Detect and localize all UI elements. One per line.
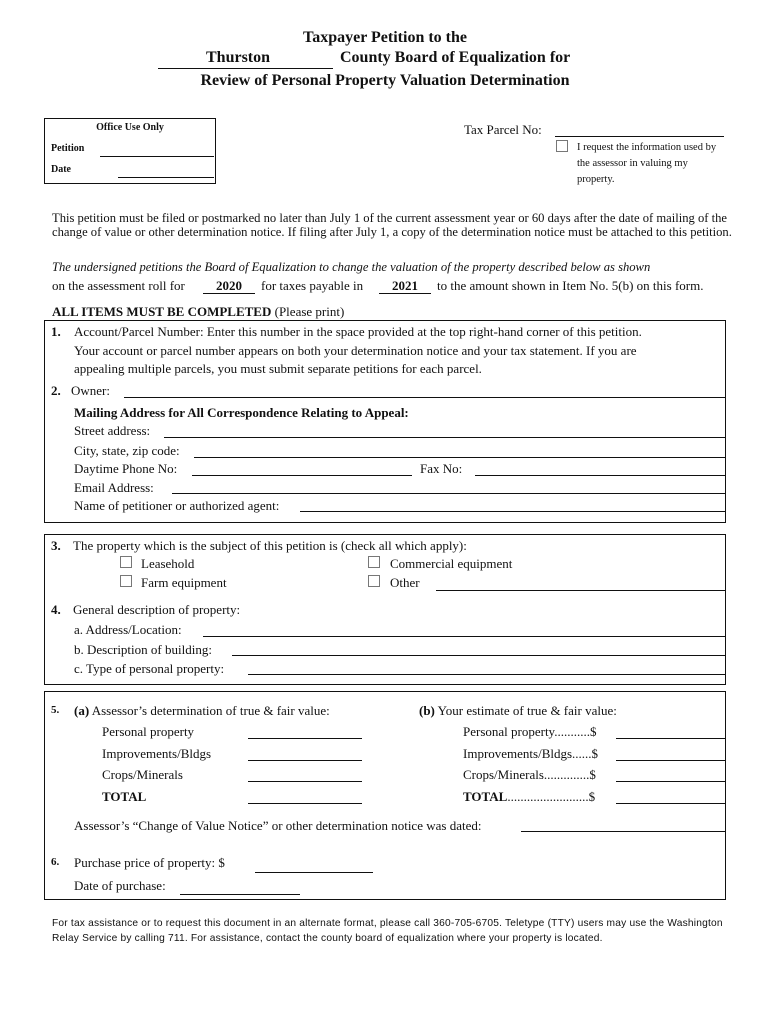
assessor-improvements-field[interactable] — [248, 760, 362, 761]
fax-field[interactable] — [475, 475, 725, 476]
office-date-line[interactable] — [118, 177, 214, 178]
fax-label: Fax No: — [420, 461, 463, 476]
estimate-heading — [419, 703, 617, 718]
other-field[interactable] — [436, 590, 725, 591]
item4-text: General description of property: — [73, 602, 241, 617]
notice-date-field[interactable] — [521, 831, 725, 832]
county-underline — [158, 68, 333, 69]
purchase-date-label: Date of purchase: — [74, 878, 166, 893]
assessor-personal-property-field[interactable] — [248, 738, 362, 739]
estimate-crops-label: Crops/Minerals..............$ — [463, 767, 596, 782]
address-location-field[interactable] — [203, 636, 725, 637]
roll-suffix: to the amount shown in Item No. 5(b) on this form. — [437, 278, 704, 293]
city-label: City, state, zip code: — [74, 443, 180, 458]
purchase-price-label: Purchase price of property: $ — [74, 855, 225, 870]
tax-parcel-field[interactable] — [555, 136, 724, 137]
payable-year[interactable]: 2021 — [392, 278, 418, 293]
estimate-prefix: (b) — [419, 703, 435, 718]
leasehold-label: Leasehold — [141, 556, 195, 571]
estimate-crops-field[interactable] — [616, 781, 725, 782]
other-label: Other — [390, 575, 420, 590]
estimate-total-dots: .........................$ — [507, 789, 596, 804]
assessor-heading — [74, 703, 330, 718]
assessor-prefix: (a) — [74, 703, 90, 718]
commercial-equipment-checkbox[interactable] — [368, 556, 380, 568]
petitioner-label: Name of petitioner or authorized agent: — [74, 498, 280, 513]
office-petition-label: Petition — [51, 143, 85, 154]
assessor-crops-field[interactable] — [248, 781, 362, 782]
intro-paragraph: This petition must be filed or postmarked no later than July 1 of the current assessment year or 60 days after the date of mailing of the change of value or other determination notice. If filing after July 1, a copy of the determination notice must be attached to this petition. — [52, 211, 732, 239]
item3-number: 3. — [51, 538, 61, 553]
item5-number: 5. — [51, 704, 60, 716]
street-field[interactable] — [164, 437, 725, 438]
roll-prefix: on the assessment roll for — [52, 278, 185, 293]
assessor-improvements-label: Improvements/Bldgs — [102, 746, 212, 761]
all-items-heading — [52, 304, 344, 319]
estimate-improvements-label: Improvements/Bldgs......$ — [463, 746, 599, 761]
intro-italic-line: The undersigned petitions the Board of Equalization to change the valuation of the property described below as shown — [52, 260, 651, 274]
assessor-crops-label: Crops/Minerals — [102, 767, 183, 782]
payable-year-underline — [379, 293, 431, 294]
item1-line2: Your account or parcel number appears on both your determination notice and your tax statement. If you are — [74, 343, 637, 358]
building-description-field[interactable] — [232, 655, 725, 656]
item1-number: 1. — [51, 324, 61, 339]
petitioner-field[interactable] — [300, 511, 725, 512]
other-checkbox[interactable] — [368, 575, 380, 587]
commercial-equipment-label: Commercial equipment — [390, 556, 513, 571]
purchase-date-field[interactable] — [180, 894, 300, 895]
building-description-label: b. Description of building: — [74, 642, 212, 657]
county-name: Thurston — [206, 49, 271, 66]
personal-property-type-field[interactable] — [248, 674, 725, 675]
roll-year[interactable]: 2020 — [216, 278, 242, 293]
item4-number: 4. — [51, 602, 61, 617]
office-petition-line[interactable] — [100, 156, 214, 157]
phone-label: Daytime Phone No: — [74, 461, 178, 476]
form-title-line3: Review of Personal Property Valuation Determination — [200, 72, 570, 89]
estimate-improvements-field[interactable] — [616, 760, 725, 761]
office-use-title: Office Use Only — [96, 122, 164, 133]
assessor-total-label: TOTAL — [102, 789, 147, 804]
estimate-personal-property-label: Personal property...........$ — [463, 724, 597, 739]
estimate-total-field[interactable] — [616, 803, 725, 804]
email-label: Email Address: — [74, 480, 154, 495]
assessor-total-field[interactable] — [248, 803, 362, 804]
city-field[interactable] — [194, 457, 725, 458]
assessor-personal-property-label: Personal property — [102, 724, 195, 739]
estimate-heading-text: Your estimate of true & fair value: — [437, 703, 617, 718]
all-items-bold: ALL ITEMS MUST BE COMPLETED — [52, 304, 272, 319]
owner-field[interactable] — [124, 397, 725, 398]
request-info-text: I request the information used by the assessor in valuing my property. — [577, 142, 717, 185]
mailing-heading: Mailing Address for All Correspondence Relating to Appeal: — [74, 405, 409, 420]
estimate-personal-property-field[interactable] — [616, 738, 725, 739]
item1-line3: appealing multiple parcels, you must submit separate petitions for each parcel. — [74, 361, 482, 376]
office-date-label: Date — [51, 164, 71, 175]
email-field[interactable] — [172, 493, 725, 494]
item2-number: 2. — [51, 383, 61, 398]
form-title-line1: Taxpayer Petition to the — [303, 29, 467, 46]
address-location-label: a. Address/Location: — [74, 622, 182, 637]
personal-property-type-label: c. Type of personal property: — [74, 661, 225, 676]
footer-note: For tax assistance or to request this document in an alternate format, please call 360-705-6705. Teletype (TTY) users may use the Washington Relay Service by calling 711. For assistance, contact the county board of equalization where your property is located. — [52, 918, 723, 944]
street-label: Street address: — [74, 423, 151, 438]
farm-equipment-checkbox[interactable] — [120, 575, 132, 587]
leasehold-checkbox[interactable] — [120, 556, 132, 568]
estimate-total-label — [463, 789, 595, 804]
item1-line1: Account/Parcel Number: Enter this number in the space provided at the top right-hand corner of this petition. — [74, 324, 642, 339]
all-items-note: (Please print) — [274, 304, 345, 319]
notice-date-label: Assessor’s “Change of Value Notice” or other determination notice was dated: — [74, 818, 482, 833]
phone-field[interactable] — [192, 475, 412, 476]
assessor-heading-text: Assessor’s determination of true & fair value: — [91, 703, 330, 718]
item3-text: The property which is the subject of this petition is (check all which apply): — [73, 538, 467, 553]
form-title-line2: County Board of Equalization for — [340, 49, 571, 66]
farm-equipment-label: Farm equipment — [141, 575, 227, 590]
purchase-price-field[interactable] — [255, 872, 373, 873]
request-info-checkbox[interactable] — [556, 140, 568, 152]
tax-parcel-label: Tax Parcel No: — [464, 122, 542, 137]
owner-label: Owner: — [71, 383, 110, 398]
roll-year-underline — [203, 293, 255, 294]
estimate-total-word: TOTAL — [463, 789, 508, 804]
payable-text: for taxes payable in — [261, 278, 364, 293]
item6-number: 6. — [51, 856, 60, 868]
